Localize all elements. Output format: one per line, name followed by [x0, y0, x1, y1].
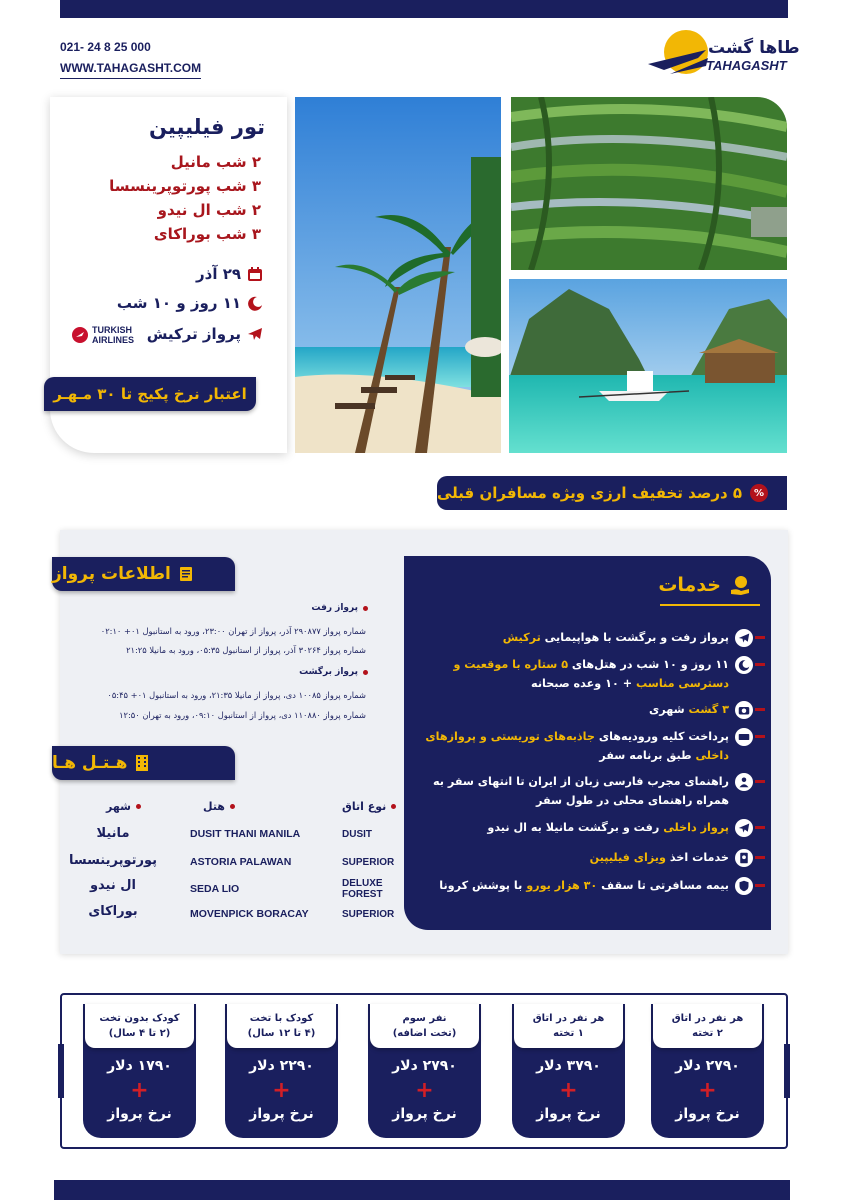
price-room-type: نفر سوم [402, 1013, 447, 1024]
turkish-airlines-icon [72, 327, 88, 343]
discount-text: ۵ درصد تخفیف ارزی ویژه مسافران قبلی [437, 484, 743, 502]
flight-fare-label: نرخ پرواز [392, 1106, 457, 1122]
price-card-header [85, 1004, 194, 1048]
price-room-sub: (۴ تا ۱۲ سال) [247, 1028, 316, 1039]
package-validity: اعتبار نرخ پکیج تا ۳۰ مـهـر [44, 377, 256, 411]
hotel-name: SEDA LIO [190, 883, 240, 895]
room-type: SUPERIOR [342, 857, 395, 868]
hotel-col-room [342, 800, 396, 813]
plus-icon: + [272, 1078, 291, 1103]
price-room-type: هر نفر در اتاق [671, 1013, 744, 1024]
price-card-child-with-bed [225, 1004, 338, 1138]
price-value: ۲۷۹۰ دلار [392, 1058, 457, 1074]
bullet-icon [363, 606, 368, 611]
logo-text-fa: طاها گشت [708, 38, 800, 58]
service-item: راهنمای مجرب فارسی زبان از ایران تا انتهای سفر به همراه راهنمای محلی در طول سفر [415, 772, 753, 810]
hotel-col-hotel [203, 800, 235, 813]
price-card-header [227, 1004, 336, 1048]
bullet-icon [136, 804, 141, 809]
service-item: خدمات اخذ ویزای فیلیپین [415, 848, 753, 867]
price-card-header [514, 1004, 623, 1048]
shield-icon [735, 877, 753, 895]
guide-icon [735, 773, 753, 791]
phone-number[interactable]: 021- 24 8 25 000 [60, 40, 151, 54]
services-underline [660, 604, 760, 606]
website-link[interactable]: WWW.TAHAGASHT.COM [60, 61, 201, 79]
beach-photo [295, 97, 501, 453]
price-room-sub: (۲ تا ۴ سال) [108, 1028, 171, 1039]
hotel-col-city [106, 800, 141, 813]
flight-line: شماره پرواز ۳۰۲۶۴ آذر، پرواز از استانبول ۰۵:۳۵، ورود به مانیلا ۲۱:۲۵ [126, 645, 366, 655]
hotel-name: MOVENPICK BORACAY [190, 908, 309, 920]
tour-date: ۲۹ آذر [195, 265, 241, 283]
plus-icon: + [130, 1078, 149, 1103]
price-value: ۲۲۹۰ دلار [249, 1058, 314, 1074]
plus-icon: + [559, 1078, 578, 1103]
bullet-tick [755, 780, 765, 783]
outbound-title: پرواز رفت [311, 603, 358, 613]
room-type: DUSIT [342, 829, 372, 840]
return-heading [299, 667, 368, 677]
plane-icon [735, 819, 753, 837]
price-card-single [512, 1004, 625, 1138]
itinerary-stop: ۳ شب بوراکای [153, 225, 261, 243]
passport-icon [735, 849, 753, 867]
itinerary-stop: ۳ شب پورتوپرینسسا [109, 177, 261, 195]
hotels-tab [52, 746, 235, 780]
hotel-city: مانیلا [96, 826, 130, 841]
flight-fare-label: نرخ پرواز [249, 1106, 314, 1122]
flight-info-title: اطلاعات پرواز [52, 564, 171, 584]
camera-icon [735, 701, 753, 719]
hotel-name: ASTORIA PALAWAN [190, 856, 292, 868]
service-item: پرواز داخلی رفت و برگشت مانیلا به ال نیدو [415, 818, 753, 837]
logo-text-en: TAHAGASHT [706, 58, 787, 73]
percent-icon: % [750, 484, 768, 502]
airline-logo-line: TURKISH [92, 325, 132, 335]
hotel-city: پورتوپرینسسا [68, 853, 158, 868]
plane-icon [735, 629, 753, 647]
price-value: ۱۷۹۰ دلار [107, 1058, 172, 1074]
services-heading [658, 574, 751, 596]
price-frame-accent [58, 1044, 64, 1098]
price-room-sub: ۱ تخته [553, 1028, 584, 1039]
service-item: پرداخت کلیه ورودیه‌های جاذبه‌های توریستی و پروازهای داخلی طبق برنامه سفر [415, 727, 753, 765]
tour-airline-row [147, 325, 263, 343]
price-card-header [653, 1004, 762, 1048]
flight-fare-label: نرخ پرواز [536, 1106, 601, 1122]
service-hand-icon [729, 574, 751, 596]
price-room-type: کودک با تخت [249, 1013, 314, 1024]
hotel-name: DUSIT THANI MANILA [190, 828, 301, 840]
plane-icon [247, 326, 263, 342]
services-title: خدمات [658, 574, 721, 596]
ticket-icon [735, 728, 753, 746]
price-value: ۳۷۹۰ دلار [536, 1058, 601, 1074]
room-type: DELUXE FOREST [342, 878, 383, 900]
tour-duration: ۱۱ روز و ۱۰ شب [116, 294, 241, 312]
discount-banner [437, 476, 787, 510]
price-room-sub: ۲ تخته [692, 1028, 723, 1039]
airline-logo-line: AIRLINES [92, 335, 135, 345]
tour-date-row [196, 265, 263, 283]
return-title: پرواز برگشت [299, 667, 358, 677]
bullet-icon [230, 804, 235, 809]
flight-info-tab [52, 557, 235, 591]
turkish-airlines-logo [72, 325, 134, 345]
flight-fare-label: نرخ پرواز [675, 1106, 740, 1122]
hotel-header: هتل [203, 800, 225, 813]
price-frame-accent [784, 1044, 790, 1098]
room-header: نوع اتاق [342, 800, 387, 813]
bullet-tick [755, 884, 765, 887]
bullet-icon [363, 670, 368, 675]
price-room-type: کودک بدون تخت [99, 1013, 180, 1024]
city-header: شهر [106, 800, 131, 813]
price-card-double [651, 1004, 764, 1138]
itinerary-stop: ۲ شب مانیل [170, 153, 261, 171]
hotels-title: هـتـل هـا [52, 753, 128, 773]
lagoon-photo [509, 279, 787, 453]
bottom-bar [54, 1180, 790, 1200]
service-item: ۳ گشت شهری [415, 700, 753, 719]
bullet-tick [755, 735, 765, 738]
plus-icon: + [698, 1078, 717, 1103]
bullet-tick [755, 636, 765, 639]
price-room-type: هر نفر در اتاق [532, 1013, 605, 1024]
price-value: ۲۷۹۰ دلار [675, 1058, 740, 1074]
bullet-tick [755, 708, 765, 711]
service-item: بیمه مسافرتی تا سقف ۳۰ هزار یورو با پوشش کرونا [415, 876, 753, 895]
service-item: ۱۱ روز و ۱۰ شب در هتل‌های ۵ ستاره با موقعیت و دسترسی مناسب + ۱۰ وعده صبحانه [415, 655, 753, 693]
services-panel [404, 556, 771, 930]
service-item: پرواز رفت و برگشت با هواپیمایی ترکیش [415, 628, 753, 647]
itinerary-stop: ۲ شب ال نیدو [157, 201, 261, 219]
room-type: SUPERIOR [342, 909, 395, 920]
building-icon [135, 754, 149, 772]
calendar-icon [247, 266, 263, 282]
top-bar [60, 0, 788, 18]
plus-icon: + [415, 1078, 434, 1103]
moon-icon [735, 656, 753, 674]
bullet-tick [755, 663, 765, 666]
tour-duration-row [117, 294, 263, 312]
outbound-heading [311, 603, 368, 613]
tour-airline: پرواز ترکیش [146, 325, 241, 343]
price-card-third-person [368, 1004, 481, 1138]
price-room-sub: (تخت اضافه) [392, 1028, 457, 1039]
flight-line: شماره پرواز ۱۱۰۸۸۰ دی، پرواز از استانبول ۰۹:۱۰، ورود به تهران ۱۲:۵۰ [119, 710, 366, 720]
rice-terraces-photo [511, 97, 787, 270]
flight-fare-label: نرخ پرواز [107, 1106, 172, 1122]
price-card-header [370, 1004, 479, 1048]
flight-line: شماره پرواز ۲۹۰۸۷۷ آذر، پرواز از تهران ۲۳:۰۰، ورود به استانبول ۰۱+ ۰۲:۱۰ [100, 626, 366, 636]
tour-title: تور فیلیپین [149, 115, 265, 139]
flight-line: شماره پرواز ۱۰۰۸۵ دی، پرواز از مانیلا ۲۱:۳۵، ورود به استانبول ۰۱+ ۰۵:۴۵ [107, 690, 366, 700]
document-icon [179, 566, 193, 582]
hotel-city: ال نیدو [89, 878, 137, 893]
bullet-tick [755, 826, 765, 829]
bullet-icon [391, 804, 396, 809]
price-card-child-no-bed [83, 1004, 196, 1138]
hotel-city: بوراکای [88, 904, 138, 919]
moon-icon [247, 295, 263, 311]
bullet-tick [755, 856, 765, 859]
